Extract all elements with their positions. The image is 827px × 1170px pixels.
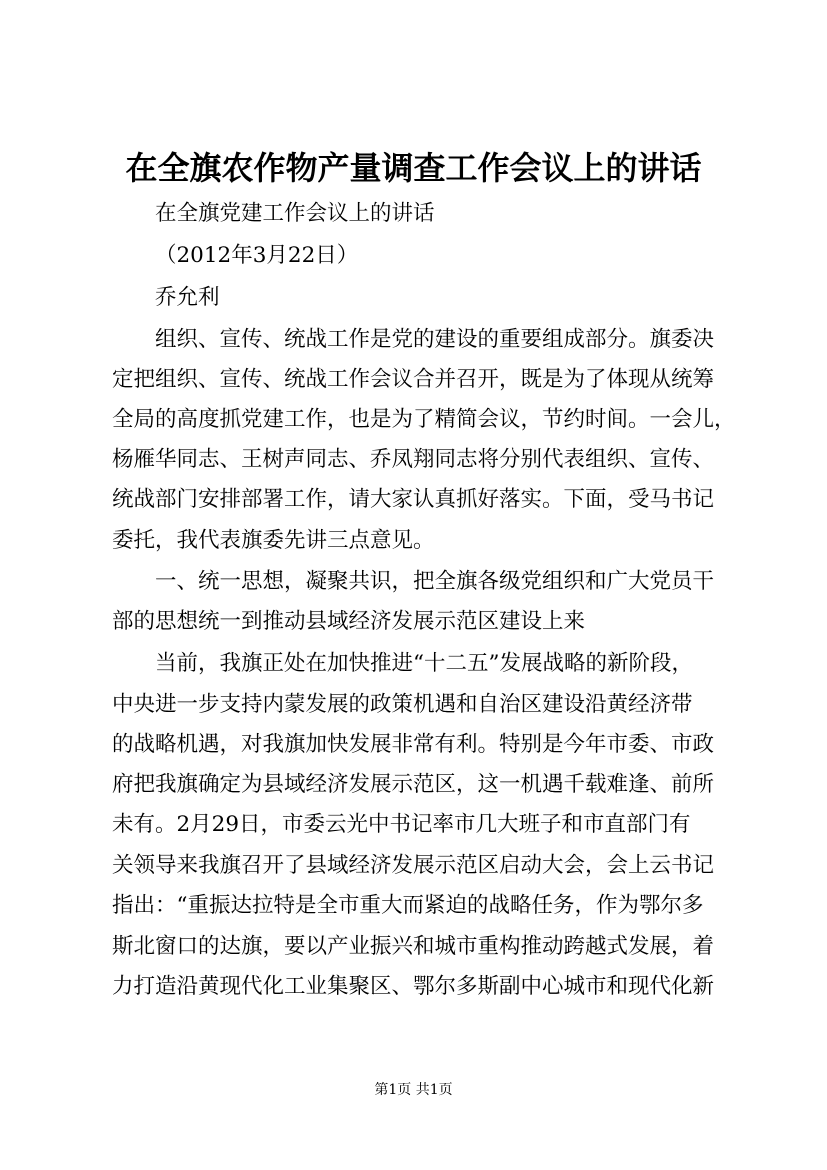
document-title: 在全旗农作物产量调查工作会议上的讲话 xyxy=(125,149,702,187)
body-line: 全局的高度抓党建工作，也是为了精简会议，节约时间。一会儿， xyxy=(112,407,736,432)
body-line: 当前，我旗正处在加快推进“十二五”发展战略的新阶段， xyxy=(155,651,693,676)
subtitle: 在全旗党建工作会议上的讲话 xyxy=(155,201,435,226)
body-line: 指出：“重振达拉特是全市重大而紧迫的战略任务，作为鄂尔多 xyxy=(112,893,704,918)
body-line: 中央进一步支持内蒙发展的政策机遇和自治区建设沿黄经济带 xyxy=(112,692,693,717)
page-number: 第1页 共1页 xyxy=(374,1082,453,1098)
body-line: 斯北窗口的达旗，要以产业振兴和城市重构推动跨越式发展，着 xyxy=(112,934,715,959)
body-line: 委托，我代表旗委先讲三点意见。 xyxy=(112,528,435,553)
body-line: 力打造沿黄现代化工业集聚区、鄂尔多斯副中心城市和现代化新 xyxy=(112,974,715,999)
body-line: 未有。2月29日，市委云光中书记率市几大班子和市直部门有 xyxy=(112,812,691,837)
body-line: 杨雁华同志、王树声同志、乔凤翔同志将分别代表组织、宣传、 xyxy=(112,447,715,472)
date-line: （2012年3月22日） xyxy=(155,243,359,268)
body-line: 府把我旗确定为县域经济发展示范区，这一机遇千载难逢、前所 xyxy=(112,772,715,797)
body-line: 的战略机遇，对我旗加快发展非常有利。特别是今年市委、市政 xyxy=(112,732,715,757)
body-line: 组织、宣传、统战工作是党的建设的重要组成部分。旗委决 xyxy=(155,327,715,352)
section-heading-line: 一、统一思想，凝聚共识，把全旗各级党组织和广大党员干 xyxy=(155,569,715,594)
body-line: 关领导来我旗召开了县域经济发展示范区启动大会，会上云书记 xyxy=(112,853,715,878)
body-line: 定把组织、宣传、统战工作会议合并召开，既是为了体现从统筹 xyxy=(112,367,715,392)
author-name: 乔允利 xyxy=(155,285,220,310)
body-line: 统战部门安排部署工作，请大家认真抓好落实。下面，受马书记 xyxy=(112,487,715,512)
section-heading-line: 部的思想统一到推动县域经济发展示范区建设上来 xyxy=(112,609,586,634)
